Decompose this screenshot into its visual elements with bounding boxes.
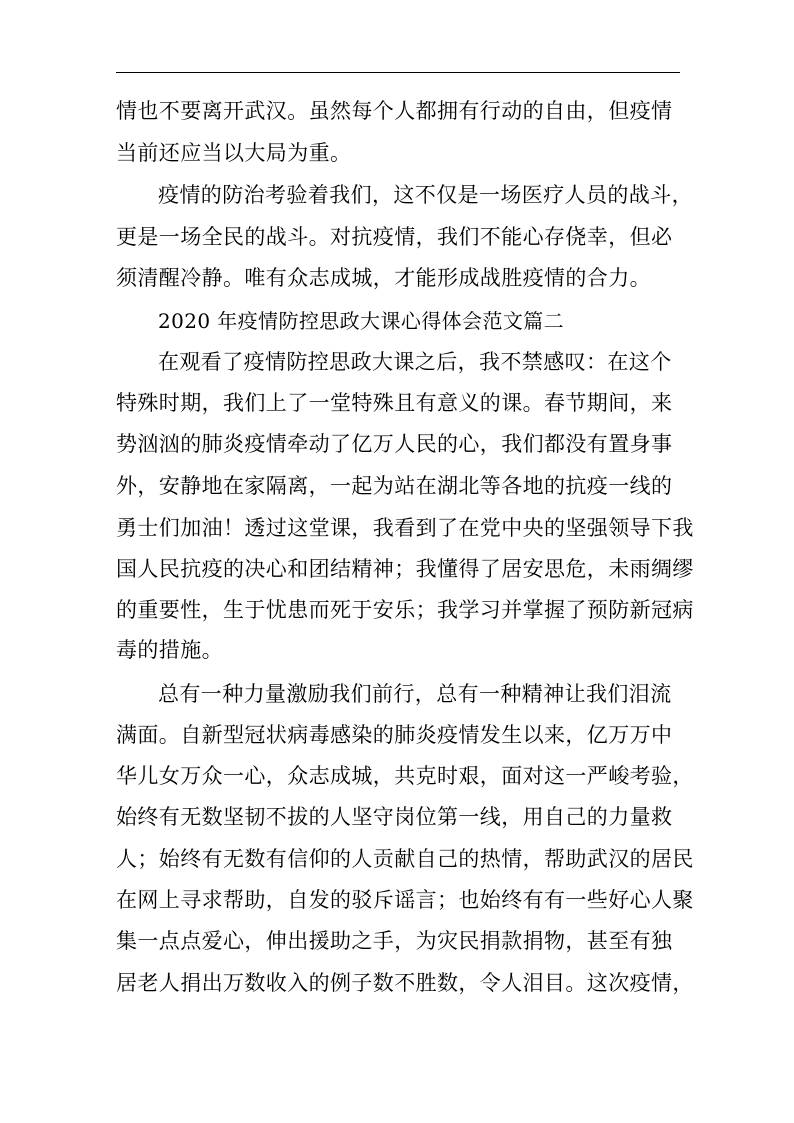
text-line: 华儿女万众一心，众志成城，共克时艰，面对这一严峻考验，	[116, 764, 694, 788]
text-line: 始终有无数坚韧不拔的人坚守岗位第一线，用自己的力量救	[116, 805, 673, 829]
header-rule	[116, 72, 680, 73]
text-line: 当前还应当以大局为重。	[116, 141, 352, 165]
text-line: 特殊时期，我们上了一堂特殊且有意义的课。春节期间，来	[116, 391, 673, 415]
text-line: 外，安静地在家隔离，一起为站在湖北等各地的抗疫一线的	[116, 474, 673, 498]
text-line: 在网上寻求帮助，自发的驳斥谣言；也始终有有一些好心人聚	[116, 888, 694, 912]
text-line: 势汹汹的肺炎疫情牵动了亿万人民的心，我们都没有置身事	[116, 432, 673, 456]
text-line: 在观看了疫情防控思政大课之后，我不禁感叹：在这个	[158, 350, 672, 374]
text-line: 情也不要离开武汉。虽然每个人都拥有行动的自由，但疫情	[116, 99, 673, 123]
text-line: 满面。自新型冠状病毒感染的肺炎疫情发生以来，亿万万中	[116, 723, 673, 747]
text-line: 总有一种力量激励我们前行，总有一种精神让我们泪流	[158, 682, 672, 706]
text-line: 国人民抗疫的决心和团结精神；我懂得了居安思危，未雨绸缪	[116, 557, 694, 581]
text-line: 须清醒冷静。唯有众志成城，才能形成战胜疫情的合力。	[116, 266, 651, 290]
text-line: 毒的措施。	[116, 638, 223, 662]
text-line: 居老人捐出万数收入的例子数不胜数，令人泪目。这次疫情，	[116, 971, 694, 995]
text-line: 的重要性，生于忧患而死于安乐；我学习并掌握了预防新冠病	[116, 598, 694, 622]
text-line: 勇士们加油！透过这堂课，我看到了在党中央的坚强领导下我	[116, 516, 694, 540]
text-line: 疫情的防治考验着我们，这不仅是一场医疗人员的战斗，	[158, 183, 693, 207]
section-heading: 2020 年疫情防控思政大课心得体会范文篇二	[158, 309, 565, 333]
text-line: 人；始终有无数有信仰的人贡献自己的热情，帮助武汉的居民	[116, 847, 694, 871]
text-line: 集一点点爱心，伸出援助之手，为灾民捐款捐物，甚至有独	[116, 929, 673, 953]
text-line: 更是一场全民的战斗。对抗疫情，我们不能心存侥幸，但必	[116, 225, 673, 249]
